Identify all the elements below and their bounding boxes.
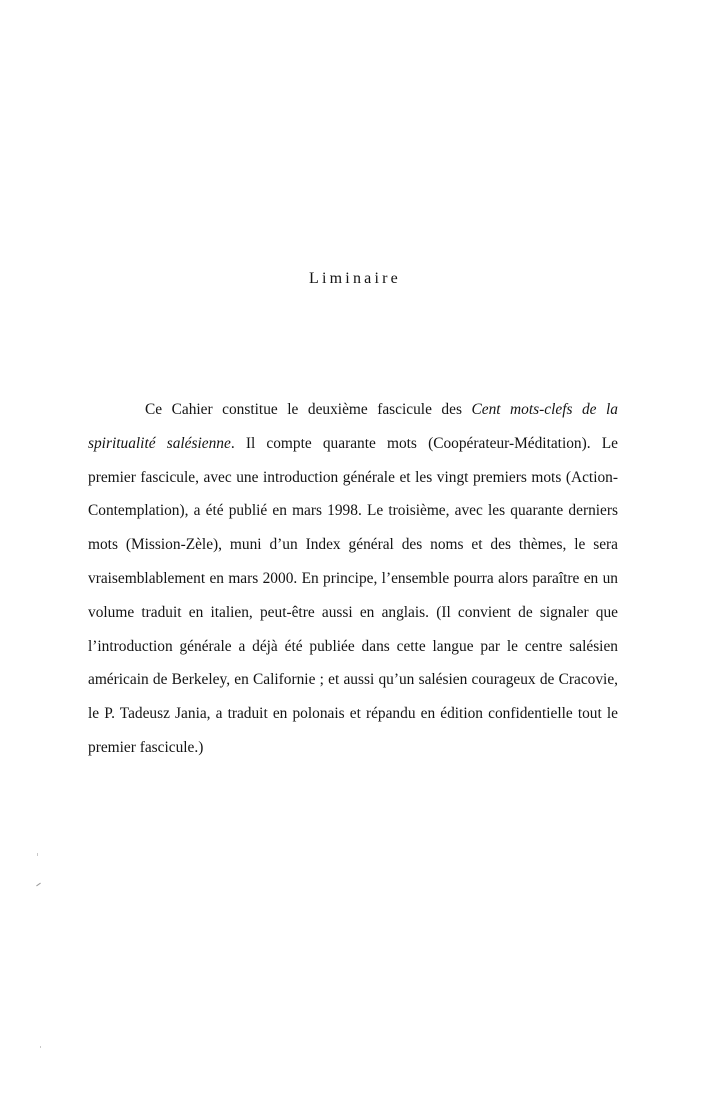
- body-paragraph: [88, 393, 618, 765]
- scan-speck: [40, 1046, 41, 1048]
- scan-speck: [37, 853, 38, 856]
- scan-speck: [36, 883, 41, 887]
- book-title-italic: Cent mots-clefs de la spiritualité salésienne: [88, 401, 618, 452]
- paragraph-text-part1: Ce Cahier constitue le deuxième fascicule des: [145, 401, 472, 418]
- paragraph-text-part2: . Il compte quarante mots (Coopérateur-Méditation). Le premier fascicule, avec une introduction générale et les vingt premiers mots (Action-Contemplation), a été publié en mars 1998. Le troisième, avec les quarante derniers mots (Mission-Zèle), muni d’un Index général des noms et des thèmes, le sera vraisemblablement en mars 2000. En principe, l’ensemble pourra alors paraître en un volume traduit en italien, peut-être aussi en anglais. (Il convient de signaler que l’introduction générale a déjà été publiée dans cette langue par le centre salésien américain de Berkeley, en Californie ; et aussi qu’un salésien courageux de Cracovie, le P. Tadeusz Jania, a traduit en polonais et répandu en édition confidentielle tout le premier fascicule.): [88, 434, 618, 756]
- document-title: Liminaire: [309, 270, 401, 287]
